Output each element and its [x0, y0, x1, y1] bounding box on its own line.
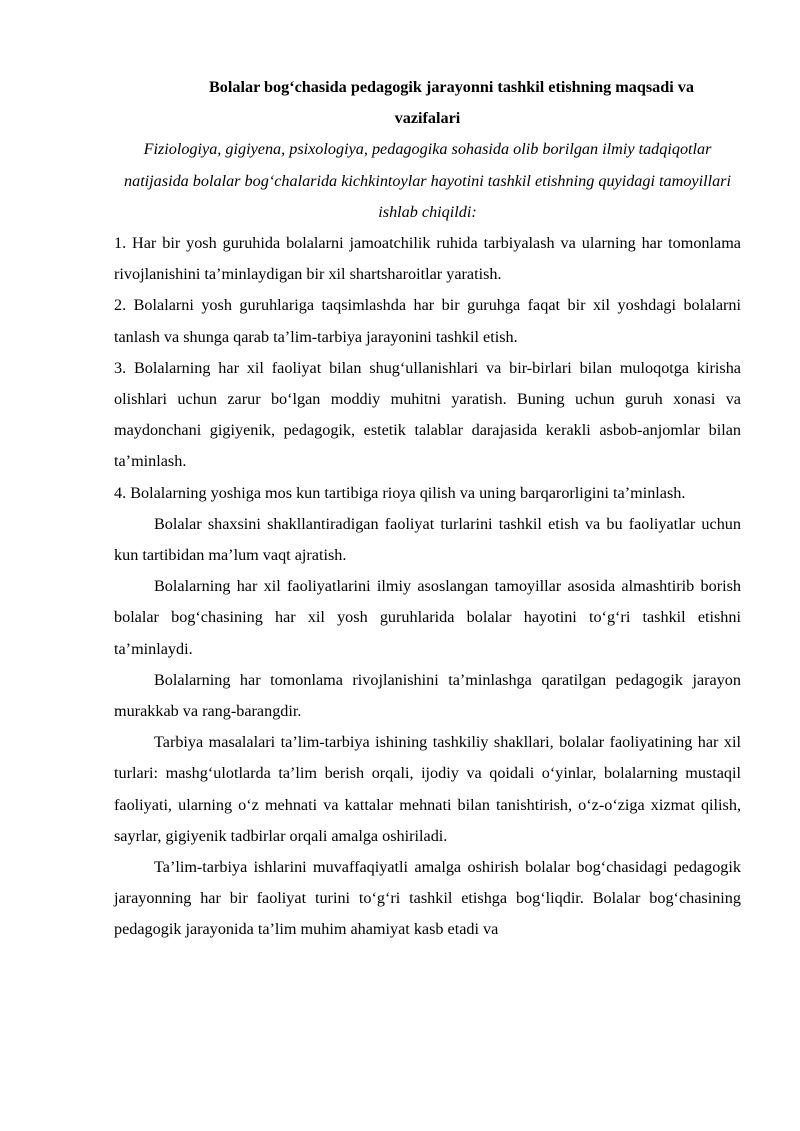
principle-item-2: 2. Bolalarni yosh guruhlariga taqsimlashda har bir guruhga faqat bir xil yoshdagi bolalarni tanlash va shunga qarab ta’lim-tarbiya jarayonini tashkil etish. [114, 296, 741, 346]
body-paragraph: Ta’lim-tarbiya ishlarini muvaffaqiyatli amalga oshirish bolalar bog‘chasidagi pedagogik jarayonning har bir faoliyat turini to‘g‘ri tashkil etishga bog‘liqdir. Bolalar bog‘chasining pedagogik jarayonida ta’lim muhim ahamiyat kasb etadi va [114, 858, 741, 939]
principle-item-3: 3. Bolalarning har xil faoliyat bilan shug‘ullanishlari va bir-birlari bilan muloqotga kirisha olishlari uchun zarur bo‘lgan moddiy muhitni yaratish. Buning uchun guruh xonasi va maydonchani gigiyenik, pedagogik, estetik talablar darajasida kerakli asbob-anjomlar bilan ta’minlash. [114, 358, 741, 471]
body-paragraph: Tarbiya masalalari ta’lim-tarbiya ishining tashkiliy shakllari, bolalar faoliyatining har xil turlari: mashg‘ulotlarda ta’lim berish orqali, ijodiy va qoidali o‘yinlar, bolalarning mustaqil faoliyati, ularning o‘z mehnati va kattalar mehnati bilan tanishtirish, o‘z-o‘ziga xizmat qilish, sayrlar, gigiyenik tadbirlar orqali amalga oshiriladi. [114, 733, 741, 845]
body-paragraph: Bolalarning har xil faoliyatlarini ilmiy asoslangan tamoyillar asosida almashtirib borish bolalar bog‘chasining har xil yosh guruhlarida bolalar hayotini to‘g‘ri tashkil etishni ta’minlaydi. [114, 577, 741, 658]
document-page [114, 72, 741, 946]
document-title-continuation: vazifalari [394, 109, 461, 128]
intro-paragraph: Fiziologiya, gigiyena, psixologiya, pedagogika sohasida olib borilgan ilmiy tadqiqotlar natijasida bolalar bog‘chalarida kichkintoylar hayotini tashkil etishning quyidagi tamoyillari ishlab chiqildi: [124, 140, 731, 221]
document-title: Bolalar bog‘chasida pedagogik jarayonni tashkil etishning maqsadi va [209, 78, 694, 96]
principle-item-4: 4. Bolalarning yoshiga mos kun tartibiga rioya qilish va uning barqarorligini ta’minlash. [114, 483, 686, 502]
body-paragraph: Bolalar shaxsini shakllantiradigan faoliyat turlarini tashkil etish va bu faoliyatlar uchun kun tartibidan ma’lum vaqt ajratish. [114, 514, 741, 565]
body-paragraph: Bolalarning har tomonlama rivojlanishini ta’minlashga qaratilgan pedagogik jarayon murakkab va rang-barangdir. [114, 670, 741, 721]
principle-item-1: 1. Har bir yosh guruhida bolalarni jamoatchilik ruhida tarbiyalash va ularning har tomonlama rivojlanishini ta’minlaydigan bir xil shartsharoitlar yaratish. [114, 234, 741, 284]
